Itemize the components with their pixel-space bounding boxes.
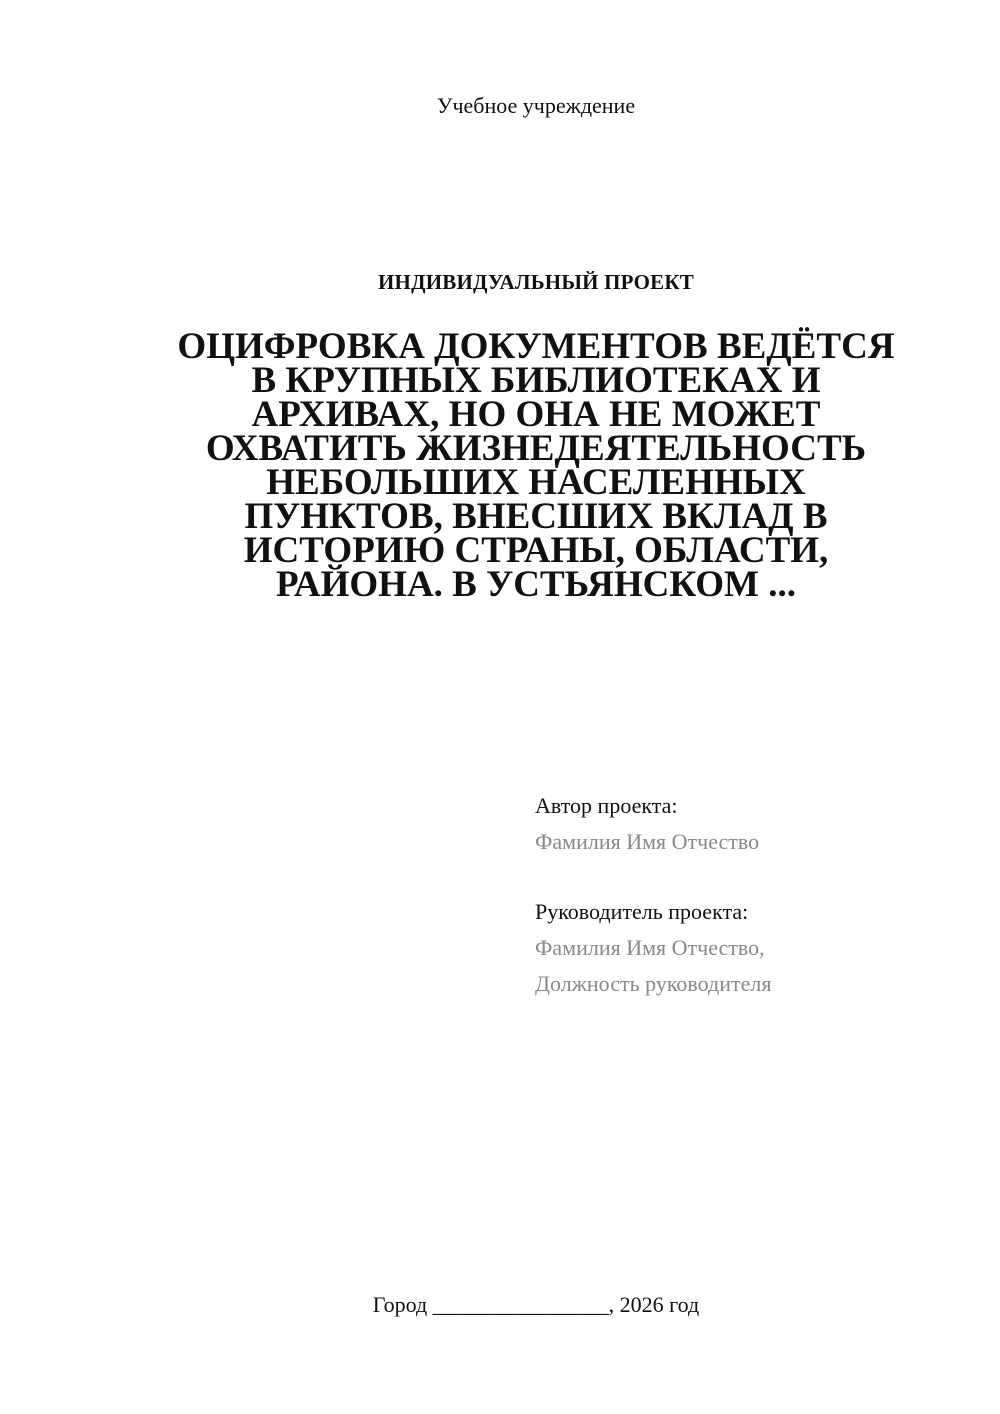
city-year-footer xyxy=(0,1290,1000,1320)
project-title-line: АРХИВАХ, НО ОНА НЕ МОЖЕТ xyxy=(251,394,821,435)
supervisor-name-placeholder: Фамилия Имя Отчество, xyxy=(535,935,765,960)
supervisor-position-placeholder: Должность руководителя xyxy=(535,971,772,996)
project-title-line: НЕБОЛЬШИХ НАСЕЛЕННЫХ xyxy=(266,462,806,503)
author-label: Автор проекта: xyxy=(535,793,678,818)
project-title-line: ПУНКТОВ, ВНЕСШИХ ВКЛАД В xyxy=(244,496,828,537)
project-title xyxy=(150,326,922,605)
author-name-placeholder: Фамилия Имя Отчество xyxy=(535,829,760,854)
project-type-heading: ИНДИВИДУАЛЬНЫЙ ПРОЕКТ xyxy=(378,270,694,294)
city-label: Город xyxy=(372,1292,428,1317)
project-title-line: ОЦИФРОВКА ДОКУМЕНТОВ ВЕДЁТСЯ xyxy=(177,326,895,367)
project-title-line: В КРУПНЫХ БИБЛИОТЕКАХ И xyxy=(251,360,821,401)
project-title-line: ОХВАТИТЬ ЖИЗНЕДЕЯТЕЛЬНОСТЬ xyxy=(205,428,867,469)
year-text: , 2026 год xyxy=(608,1292,700,1317)
city-blank-line: ________________ xyxy=(432,1292,609,1317)
credits-block xyxy=(535,788,975,1002)
project-title-line: РАЙОНА. В УСТЬЯНСКОМ ... xyxy=(276,564,796,605)
supervisor-label: Руководитель проекта: xyxy=(535,899,749,924)
institution-name: Учебное учреждение xyxy=(436,93,636,118)
credits-spacer xyxy=(535,860,975,894)
project-title-line: ИСТОРИЮ СТРАНЫ, ОБЛАСТИ, xyxy=(243,530,829,571)
